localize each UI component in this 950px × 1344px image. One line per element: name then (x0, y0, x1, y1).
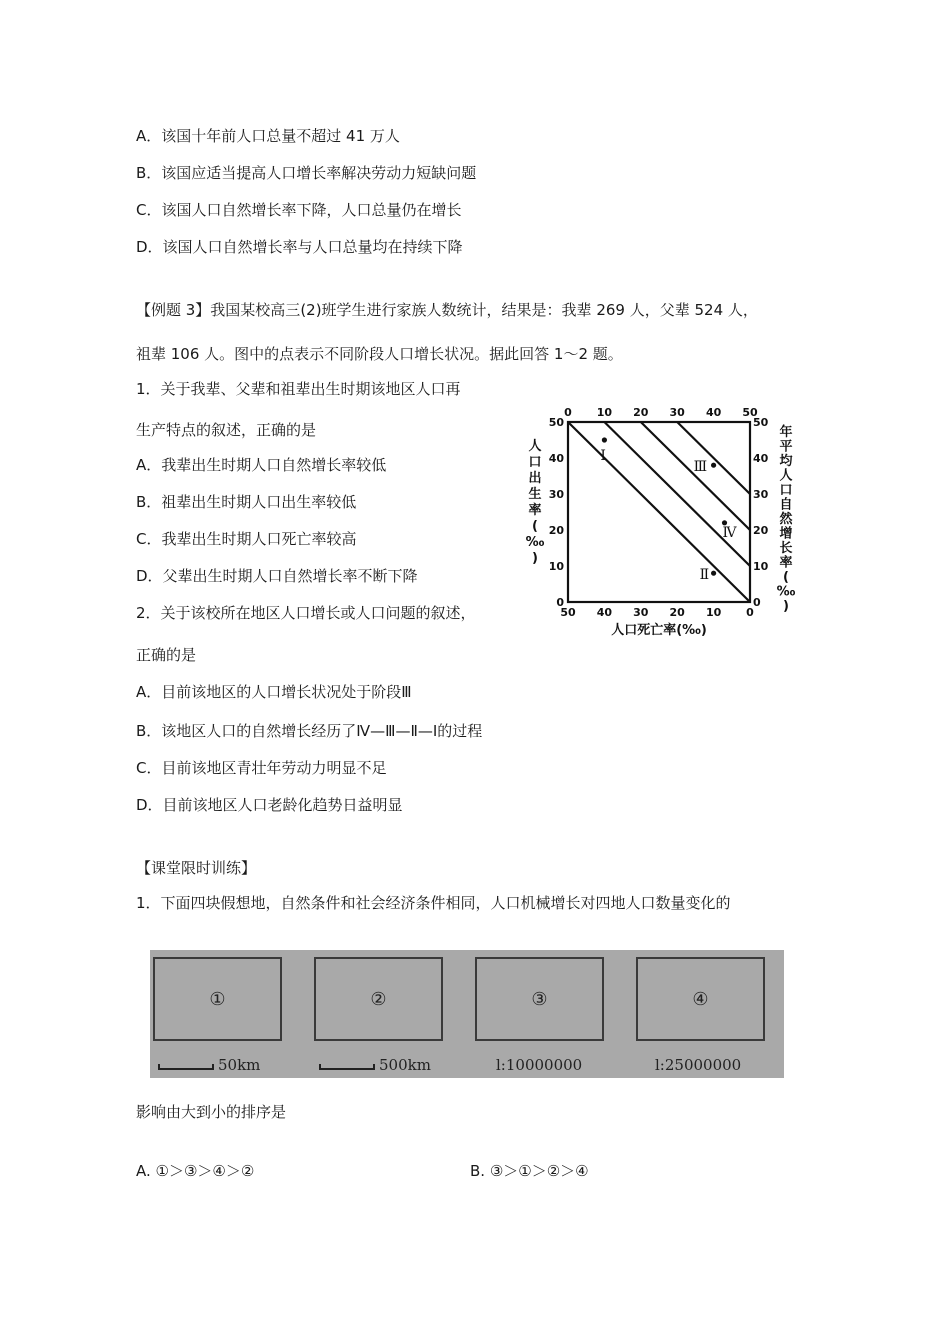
question-1-option-d: D．父辈出生时期人口自然增长率不断下降 (136, 567, 418, 585)
question-1-option-b: B．祖辈出生时期人口出生率较低 (136, 493, 357, 511)
option-b: B．该国应适当提高人口增长率解决劳动力短缺问题 (136, 164, 477, 182)
map-4-scale: l:25000000 (655, 1056, 742, 1074)
map-2-scale: 500km (379, 1056, 431, 1074)
map-1 (153, 957, 282, 1041)
y-axis-label: 人口出生率( ‰ ) (525, 439, 545, 566)
scale-bar-2 (319, 1064, 375, 1070)
stage-point-2 (711, 463, 716, 468)
right-tick-label: 30 (753, 488, 769, 501)
growth-line-30 (677, 422, 750, 494)
x-tick-label: 30 (633, 606, 649, 619)
x-tick-label: 0 (746, 606, 754, 619)
question-2-option-a: A．目前该地区的人口增长状况处于阶段Ⅲ (136, 683, 412, 701)
map-3-scale: l:10000000 (496, 1056, 583, 1074)
map-1-number: ① (209, 989, 226, 1010)
training-option-b: B. ③＞①＞②＞④ (470, 1162, 589, 1180)
map-3 (475, 957, 604, 1041)
y-tick-label: 30 (548, 488, 564, 501)
top-tick-label: 10 (596, 406, 613, 419)
training-question-1: 1．下面四块假想地，自然条件和社会经济条件相同，人口机械增长对四地人口数量变化的 (136, 894, 731, 912)
right-tick-label: 0 (753, 596, 761, 609)
y-tick-label: 40 (548, 452, 564, 465)
question-1-stem: 1．关于我辈、父辈和祖辈出生时期该地区人口再 (136, 380, 461, 398)
question-2-option-d: D．目前该地区人口老龄化趋势日益明显 (136, 796, 403, 814)
x-tick-label: 10 (705, 606, 722, 619)
top-tick-label: 0 (564, 406, 572, 419)
top-tick-label: 30 (669, 406, 685, 419)
question-2-option-c: C．目前该地区青壮年劳动力明显不足 (136, 759, 387, 777)
growth-lines (568, 422, 750, 602)
map-2 (314, 957, 443, 1041)
question-1-option-c: C．我辈出生时期人口死亡率较高 (136, 530, 357, 548)
question-2-stem-cont: 正确的是 (136, 646, 197, 664)
stage-label-3: Ⅳ (722, 524, 737, 541)
stage-label-1: Ⅰ (600, 448, 606, 464)
map-1-scale: 50km (218, 1056, 261, 1074)
top-tick-label: 20 (633, 406, 649, 419)
growth-line-10 (604, 422, 750, 566)
right-axis-label: 年平均人口自然增长率( ‰ ) (776, 425, 795, 614)
stage-point-1 (602, 437, 607, 442)
x-tick-label: 40 (596, 606, 613, 619)
training-question-1-cont: 影响由大到小的排序是 (136, 1103, 287, 1121)
example-intro-line-1: 【例题 3】我国某校高三(2)班学生进行家族人数统计，结果是：我辈 269 人，父辈 524 人， (136, 301, 758, 319)
example-intro-line-2: 祖辈 106 人。图中的点表示不同阶段人口增长状况。据此回答 1～2 题。 (136, 345, 623, 363)
map-3-number: ③ (531, 989, 548, 1010)
scale-bar-1 (158, 1064, 214, 1070)
right-tick-label: 50 (753, 416, 769, 429)
training-heading: 【课堂限时训练】 (136, 859, 257, 877)
question-1-stem-cont: 生产特点的叙述，正确的是 (136, 421, 317, 439)
question-2-option-b: B．该地区人口的自然增长经历了Ⅳ—Ⅲ—Ⅱ—Ⅰ的过程 (136, 722, 483, 740)
training-option-a: A. ①＞③＞④＞② (136, 1162, 255, 1180)
growth-line-0 (568, 422, 750, 602)
option-a: A．该国十年前人口总量不超过 41 万人 (136, 127, 400, 145)
growth-line-20 (641, 422, 750, 530)
y-tick-label: 0 (556, 596, 564, 609)
option-d: D．该国人口自然增长率与人口总量均在持续下降 (136, 238, 463, 256)
stage-label-2: Ⅲ (693, 459, 708, 476)
stage-points (600, 437, 737, 583)
question-2-stem: 2．关于该校所在地区人口增长或人口问题的叙述， (136, 604, 476, 622)
x-tick-label: 20 (669, 606, 685, 619)
option-c: C．该国人口自然增长率下降，人口总量仍在增长 (136, 201, 462, 219)
stage-label-4: Ⅱ (699, 567, 710, 584)
x-tick-label: 50 (560, 606, 576, 619)
map-2-number: ② (370, 989, 387, 1010)
right-tick-label: 40 (753, 452, 769, 465)
x-axis-label: 人口死亡率(‰) (611, 623, 707, 638)
right-tick-label: 20 (753, 524, 769, 537)
top-tick-label: 50 (742, 406, 758, 419)
map-4 (636, 957, 765, 1041)
map-4-number: ④ (692, 989, 709, 1010)
question-1-option-a: A．我辈出生时期人口自然增长率较低 (136, 456, 387, 474)
stage-point-4 (711, 571, 716, 576)
y-tick-label: 20 (548, 524, 564, 537)
population-growth-chart (525, 400, 795, 645)
y-tick-label: 10 (548, 560, 564, 573)
hypothetical-maps (150, 950, 784, 1078)
top-tick-label: 40 (705, 406, 722, 419)
y-tick-label: 50 (548, 416, 564, 429)
right-tick-label: 10 (753, 560, 769, 573)
